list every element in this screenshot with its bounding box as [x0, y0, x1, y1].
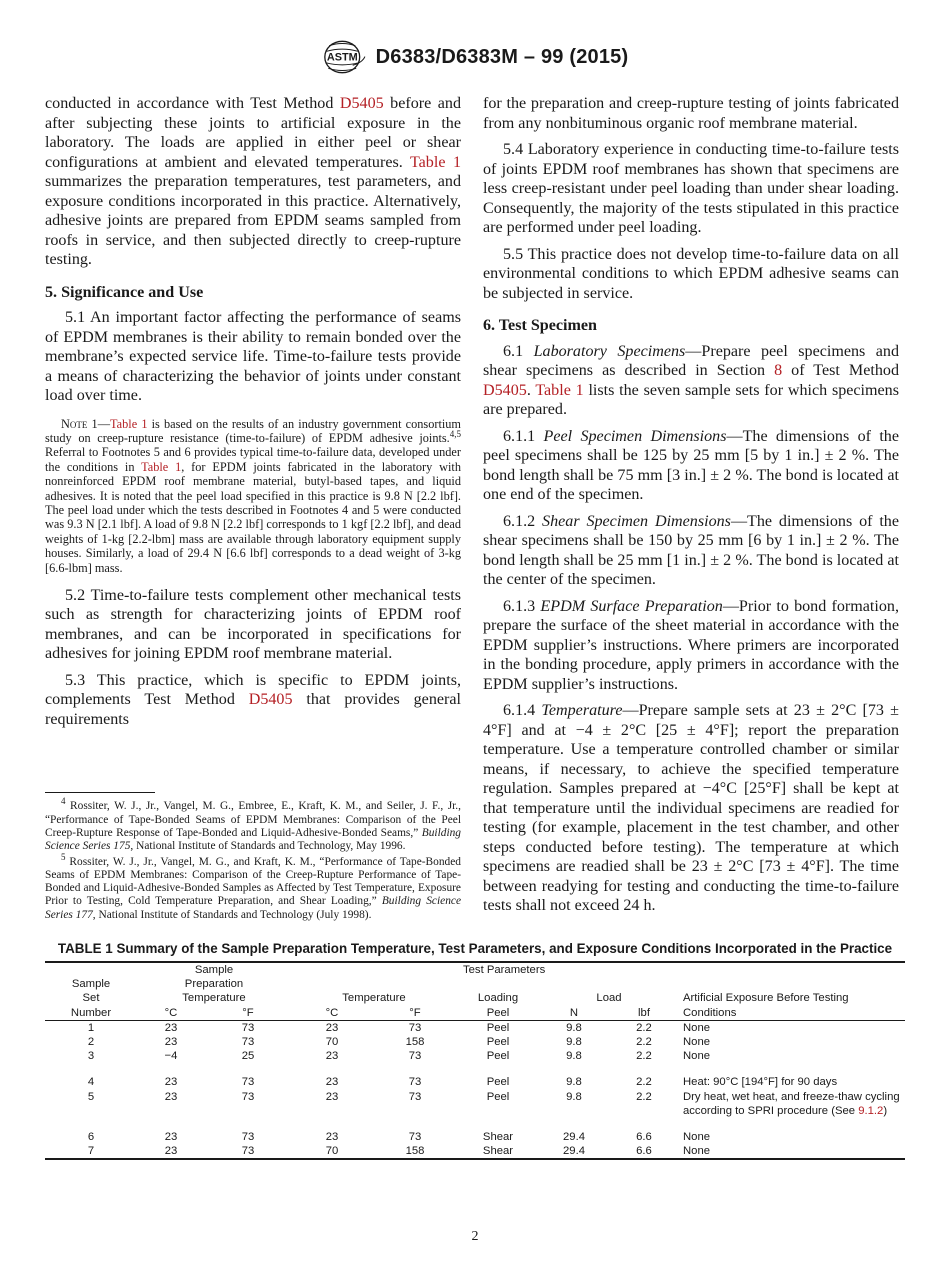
link-table-1[interactable]: Table 1 [141, 459, 182, 474]
heading-section-5: 5. Significance and Use [45, 283, 204, 301]
paragraph-6-1-2 [483, 512, 899, 590]
term-peel-specimen-dimensions: Peel Specimen Dimensions [543, 427, 727, 445]
paragraph-6-1-1 [483, 427, 899, 505]
cell-conditions: None [683, 1036, 711, 1049]
table-row [45, 1021, 905, 1035]
header-sample-l1: Sample [71, 978, 111, 991]
paragraph-5-4: 5.4 Laboratory experience in conducting time-to-failure tests of joints EPDM roof membranes has shown that specimens are less creep-resistant under peel loading than under shear loading. Consequently, the majority of the tests stipulated in this practice are performed under peel loading. [483, 141, 899, 236]
left-column [45, 94, 461, 924]
text-run: Referral to Footnotes 5 and 6 provides typical time-to-failure data, developed under the conditions in [45, 445, 461, 474]
footnote-marker: 5 [61, 851, 66, 862]
cell-prep-f: 73 [241, 1131, 255, 1144]
footnote-block [45, 792, 461, 924]
cell-test-f: 158 [405, 1036, 425, 1049]
cell-loading: Peel [486, 1036, 510, 1049]
text-run: Rossiter, W. J., Jr., Vangel, M. G., Embree, E., Kraft, K. M., and Seiler, J. F., Jr., “Performance of Tape-Bonded Seams of EPDM Membranes: Comparison of the Peel Creep-Rupture Response of Tape-Bonded and Liquid-Adhesive-Bonded Seams,” [45, 800, 461, 839]
link-section-8[interactable]: 8 [774, 362, 783, 379]
cell-set: 1 [87, 1021, 95, 1034]
text-run: 1— [87, 416, 111, 431]
text-run: —Prior to bond formation, prepare the surface of the sheet material in accordance with the EPDM supplier’s instructions. Where primers are incorporated in the bonding procedure, apply primers in accordance with the EPDM supplier’s instructions. [483, 597, 899, 693]
cell-load-n: 9.8 [566, 1090, 582, 1103]
text-run: 6.1 [503, 342, 534, 360]
term-temperature: Temperature [541, 702, 623, 719]
link-d5405[interactable]: D5405 [483, 381, 527, 399]
text-run: Rossiter, W. J., Jr., Vangel, M. G., and Kraft, K. M., “Performance of Tape-Bonded Seams of EPDM Membranes: Comparison of the Creep-Rupture Performance of Tape-Bonded and Liquid-Adhesive-Bonded Samples as Affected by Test Temperature, Exposure Prior to Testing, Cold Temperature Preparation, and Shear Loading,” [45, 855, 461, 908]
header-prep-fahrenheit: °F [242, 1006, 254, 1019]
paragraph-5-1: 5.1 An important factor affecting the performance of seams of EPDM membranes is their ability to remain bonded over the membrane’s expected service life. Time-to-failure tests provide a means of characterizing the behavior of joints under constant load over time. [45, 309, 461, 404]
table-row [45, 1049, 905, 1063]
header-blank [457, 977, 539, 991]
cell-prep-c: 23 [164, 1021, 178, 1034]
cell-test-c: 23 [325, 1076, 339, 1089]
cell-prep-f: 73 [241, 1021, 255, 1034]
header-loading-peel: Peel [486, 1006, 510, 1019]
footnote-marker: 4,5 [449, 428, 461, 439]
table-row [45, 1035, 905, 1049]
text-run: ) [883, 1104, 888, 1117]
cell-load-n: 9.8 [566, 1050, 582, 1063]
page-number: 2 [471, 1229, 479, 1244]
text-run: 6.1.3 [503, 597, 541, 615]
cell-conditions [679, 1090, 905, 1118]
cell-prep-c: 23 [164, 1131, 178, 1144]
note-1 [45, 417, 461, 575]
cell-set: 4 [87, 1076, 95, 1089]
cell-set: 6 [87, 1131, 95, 1144]
text-run: conducted in accordance with Test Method [45, 95, 340, 112]
header-sample-group: Sample [194, 964, 234, 976]
cell-load-lbf: 2.2 [636, 1076, 652, 1089]
table-header-row-4 [45, 1006, 905, 1021]
note-label: Note [61, 416, 88, 431]
paragraph-6-1-3 [483, 597, 899, 695]
header-prep-temperature: Temperature [182, 992, 246, 1005]
table-rule-bottom [45, 1159, 905, 1160]
header-sample-l2: Set [82, 992, 100, 1005]
cell-loading: Shear [482, 1131, 514, 1144]
cell-prep-c: 23 [164, 1036, 178, 1049]
footnote-series-title: Building Science Series 175 [45, 826, 461, 853]
text-run: —Prepare sample sets at 23 ± 2°C [73 ± 4°F] and at −4 ± 2°C [25 ± 4°F]; report the preparation temperature. Use a temperature controlled chamber or similar means, if necessary, to achieve the specified temperature regulation. Samples prepared at −4°C [25°F] shall be kept at that temperature until the individual specimens are readied for testing (for example, placement in the test chamber, and other steps conducted before testing). The temperature at which specimens are readied shall be 23 ± 2°C [73 ± 4°F]. The time between readying for testing and conducting the time-to-failure tests shall not exceed 24 h. [483, 702, 899, 914]
table-header-row-3 [45, 991, 905, 1005]
cell-set: 2 [87, 1036, 95, 1049]
cell-load-lbf: 2.2 [636, 1036, 652, 1049]
cell-conditions: Heat: 90°C [194°F] for 90 days [683, 1076, 838, 1089]
header-blank [291, 977, 457, 991]
cell-prep-c: 23 [164, 1076, 178, 1089]
cell-conditions: None [683, 1131, 711, 1144]
cell-conditions: None [683, 1021, 711, 1034]
cell-test-c: 70 [325, 1036, 339, 1049]
term-laboratory-specimens: Laboratory Specimens [533, 342, 686, 360]
header-blank [539, 977, 679, 991]
cell-load-n: 9.8 [566, 1076, 582, 1089]
paragraph-continued-right: for the preparation and creep-rupture testing of joints fabricated from any nonbituminous organic roof membrane material. [483, 95, 899, 132]
table-row [45, 1130, 905, 1144]
cell-loading: Peel [486, 1090, 510, 1103]
cell-load-lbf: 2.2 [636, 1021, 652, 1034]
cell-conditions: None [683, 1145, 711, 1158]
table-1-title: TABLE 1 Summary of the Sample Preparation Temperature, Test Parameters, and Exposure Conditions Incorporated in the Practice [57, 941, 893, 956]
header-exposure-l1: Artificial Exposure Before Testing [683, 992, 849, 1005]
table-spacer [45, 1063, 905, 1075]
svg-text:ASTM: ASTM [326, 51, 358, 64]
text-run: is based on the results of an industry government consortium study on creep-rupture resistance (time-to-failure) of EPDM adhesive joints. [45, 416, 461, 445]
paragraph-continued-left [45, 94, 461, 270]
cell-test-c: 23 [325, 1021, 339, 1034]
right-column [483, 94, 899, 924]
header-load: Load [596, 992, 622, 1005]
cell-set: 7 [87, 1145, 95, 1158]
header-prep-celsius: °C [164, 1006, 178, 1019]
header-test-fahrenheit: °F [409, 1006, 421, 1019]
cell-loading: Peel [486, 1021, 510, 1034]
header-preparation: Preparation [184, 978, 244, 991]
paragraph-5-2: 5.2 Time-to-failure tests complement other mechanical tests such as strength for characterizing joints of EPDM roof membranes, and can be incorporated in specifications for adhesives for joining EPDM roof membrane material. [45, 586, 461, 663]
link-table-1[interactable]: Table 1 [110, 416, 148, 431]
footnote-series-title: Building Science Series 177 [45, 895, 461, 921]
term-epdm-surface-preparation: EPDM Surface Preparation [540, 597, 723, 615]
link-d5405[interactable]: D5405 [248, 691, 293, 709]
text-run: . [526, 381, 536, 399]
cell-prep-f: 73 [241, 1036, 255, 1049]
cell-loading: Peel [486, 1050, 510, 1063]
cell-prep-f: 73 [241, 1145, 255, 1158]
header-exposure-l2: Conditions [683, 1006, 737, 1019]
footnote-marker: 4 [61, 796, 66, 807]
header-load-n: N [569, 1006, 579, 1019]
paragraph-6-1-4 [483, 701, 899, 916]
cell-prep-f: 73 [241, 1090, 255, 1103]
cell-load-lbf: 2.2 [636, 1090, 652, 1103]
text-run: of Test Method [782, 362, 899, 379]
table-header-row-2 [45, 977, 905, 991]
link-d5405[interactable]: D5405 [339, 95, 384, 112]
footnote-4 [45, 796, 461, 853]
cell-test-f: 73 [408, 1021, 422, 1034]
cell-load-lbf: 6.6 [636, 1131, 652, 1144]
table-row [45, 1144, 905, 1159]
cell-conditions: None [683, 1050, 711, 1063]
cell-test-f: 73 [408, 1131, 422, 1144]
header-test-parameters-group: Test Parameters [463, 964, 546, 976]
cell-prep-c: −4 [164, 1050, 178, 1063]
text-run: —Prepare peel specimens and shear specimens as described in Section [483, 342, 899, 379]
cell-load-n: 9.8 [566, 1036, 582, 1049]
header-test-temperature: Temperature [342, 992, 406, 1005]
cell-test-c: 70 [325, 1145, 339, 1158]
header-loading: Loading [477, 992, 519, 1005]
cell-prep-f: 73 [241, 1076, 255, 1089]
cell-prep-c: 23 [164, 1145, 178, 1158]
header-blank [45, 963, 137, 977]
cell-test-f: 73 [408, 1090, 422, 1103]
header-blank [679, 977, 905, 991]
astm-logo-icon [322, 40, 366, 74]
cell-load-lbf: 6.6 [636, 1145, 652, 1158]
table-group-header-row [45, 963, 905, 977]
text-run: , for EPDM joints fabricated in the laboratory with nonreinforced EPDM roof membrane material, butyl-based tapes, and liquid adhesives. It is noted that the peel load specified in this practice is 9.8 N [2.2 lbf]. The peel load under which the tests described in Footnotes 4 and 5 were conducted was 9.3 N [2.1 lbf]. A load of 9.8 N [2.2 lbf] corresponds to 1 kgf [2.2 lbf], and dead weights of 1-kg [2.2-lbm] mass are available through laboratory equipment supply houses. Similarly, a load of 29.4 N [6.6 lbf] corresponds to a dead weight of 3-kg [6.6-lbm] mass. [45, 459, 462, 575]
text-run: 5.3 This practice, which is specific to EPDM joints, complements Test Method [45, 671, 461, 709]
header-sample-l3: Number [70, 1006, 112, 1019]
cell-test-c: 23 [325, 1131, 339, 1144]
header-blank [291, 963, 457, 977]
cell-set: 5 [87, 1090, 95, 1103]
text-run: summarizes the preparation temperatures, test parameters, and exposure conditions incorporated in this practice. Alternatively, adhesive joints are prepared from EPDM seams sampled from roofs in service, and then subjected directly to creep-rupture testing. [45, 173, 461, 268]
link-table-1[interactable]: Table 1 [409, 153, 461, 171]
header-test-celsius: °C [325, 1006, 339, 1019]
table-1 [45, 961, 905, 1160]
cell-load-n: 29.4 [563, 1131, 585, 1144]
footnote-divider [45, 792, 155, 793]
text-run: 6.1.2 [503, 512, 543, 530]
cell-test-c: 23 [325, 1050, 339, 1063]
cell-load-lbf: 2.2 [636, 1050, 652, 1063]
link-section-9-1-2[interactable]: 9.1.2 [858, 1104, 884, 1117]
paragraph-5-3 [45, 671, 461, 730]
cell-test-f: 158 [405, 1145, 425, 1158]
cell-loading: Peel [486, 1076, 510, 1089]
cell-load-n: 29.4 [563, 1145, 585, 1158]
text-run: , National Institute of Standards and Technology (July 1998). [92, 908, 372, 921]
cell-loading: Shear [482, 1145, 514, 1158]
cell-prep-c: 23 [164, 1090, 178, 1103]
text-run: 6.1.1 [503, 427, 544, 445]
text-run: —The dimensions of the shear specimens shall be 150 by 25 mm [6 by 1 in.] ± 2 %. The bond length shall be 25 mm [1 in.] ± 2 %. The bond is located at the center of the specimen. [483, 512, 899, 588]
text-run: 6.1.4 [503, 702, 542, 719]
text-run: , National Institute of Standards and Technology, May 1996. [130, 840, 406, 853]
cell-load-n: 9.8 [566, 1021, 582, 1034]
table-row [45, 1090, 905, 1118]
cell-test-f: 73 [408, 1076, 422, 1089]
cell-prep-f: 25 [241, 1050, 255, 1063]
text-run: —The dimensions of the peel specimens shall be 125 by 25 mm [5 by 1 in.] ± 2 %. The bond length shall be 75 mm [3 in.] ± 2 %. The bond is located at one end of the specimen. [483, 427, 899, 503]
text-run: lists the seven sample sets for which specimens are prepared. [483, 381, 899, 418]
paragraph-6-1 [483, 342, 899, 420]
body-columns [0, 82, 950, 924]
table-row [45, 1075, 905, 1089]
cell-test-c: 23 [325, 1090, 339, 1103]
heading-section-6: 6. Test Specimen [483, 317, 598, 334]
footnote-5 [45, 851, 461, 922]
cell-set: 3 [87, 1050, 95, 1063]
page-header [0, 0, 950, 82]
link-table-1[interactable]: Table 1 [535, 381, 584, 399]
cell-test-f: 73 [408, 1050, 422, 1063]
text-run: before and after subjecting these joints to artificial exposure in the laboratory. The loads are applied in either peel or shear configurations at ambient and elevated temperatures. [45, 95, 462, 171]
table-1-container [45, 940, 905, 1160]
term-shear-specimen-dimensions: Shear Specimen Dimensions [542, 512, 731, 530]
paragraph-5-5: 5.5 This practice does not develop time-to-failure data on all environmental conditions to which EPDM adhesive seams can be subjected in service. [483, 245, 899, 302]
text-run: that provides general requirements [45, 691, 461, 728]
text-run: Dry heat, wet heat, and freeze-thaw cycling according to SPRI procedure (See [683, 1090, 900, 1117]
document-designation: D6383/D6383M – 99 (2015) [375, 45, 629, 68]
header-load-lbf: lbf [638, 1006, 650, 1019]
table-spacer [45, 1118, 905, 1130]
